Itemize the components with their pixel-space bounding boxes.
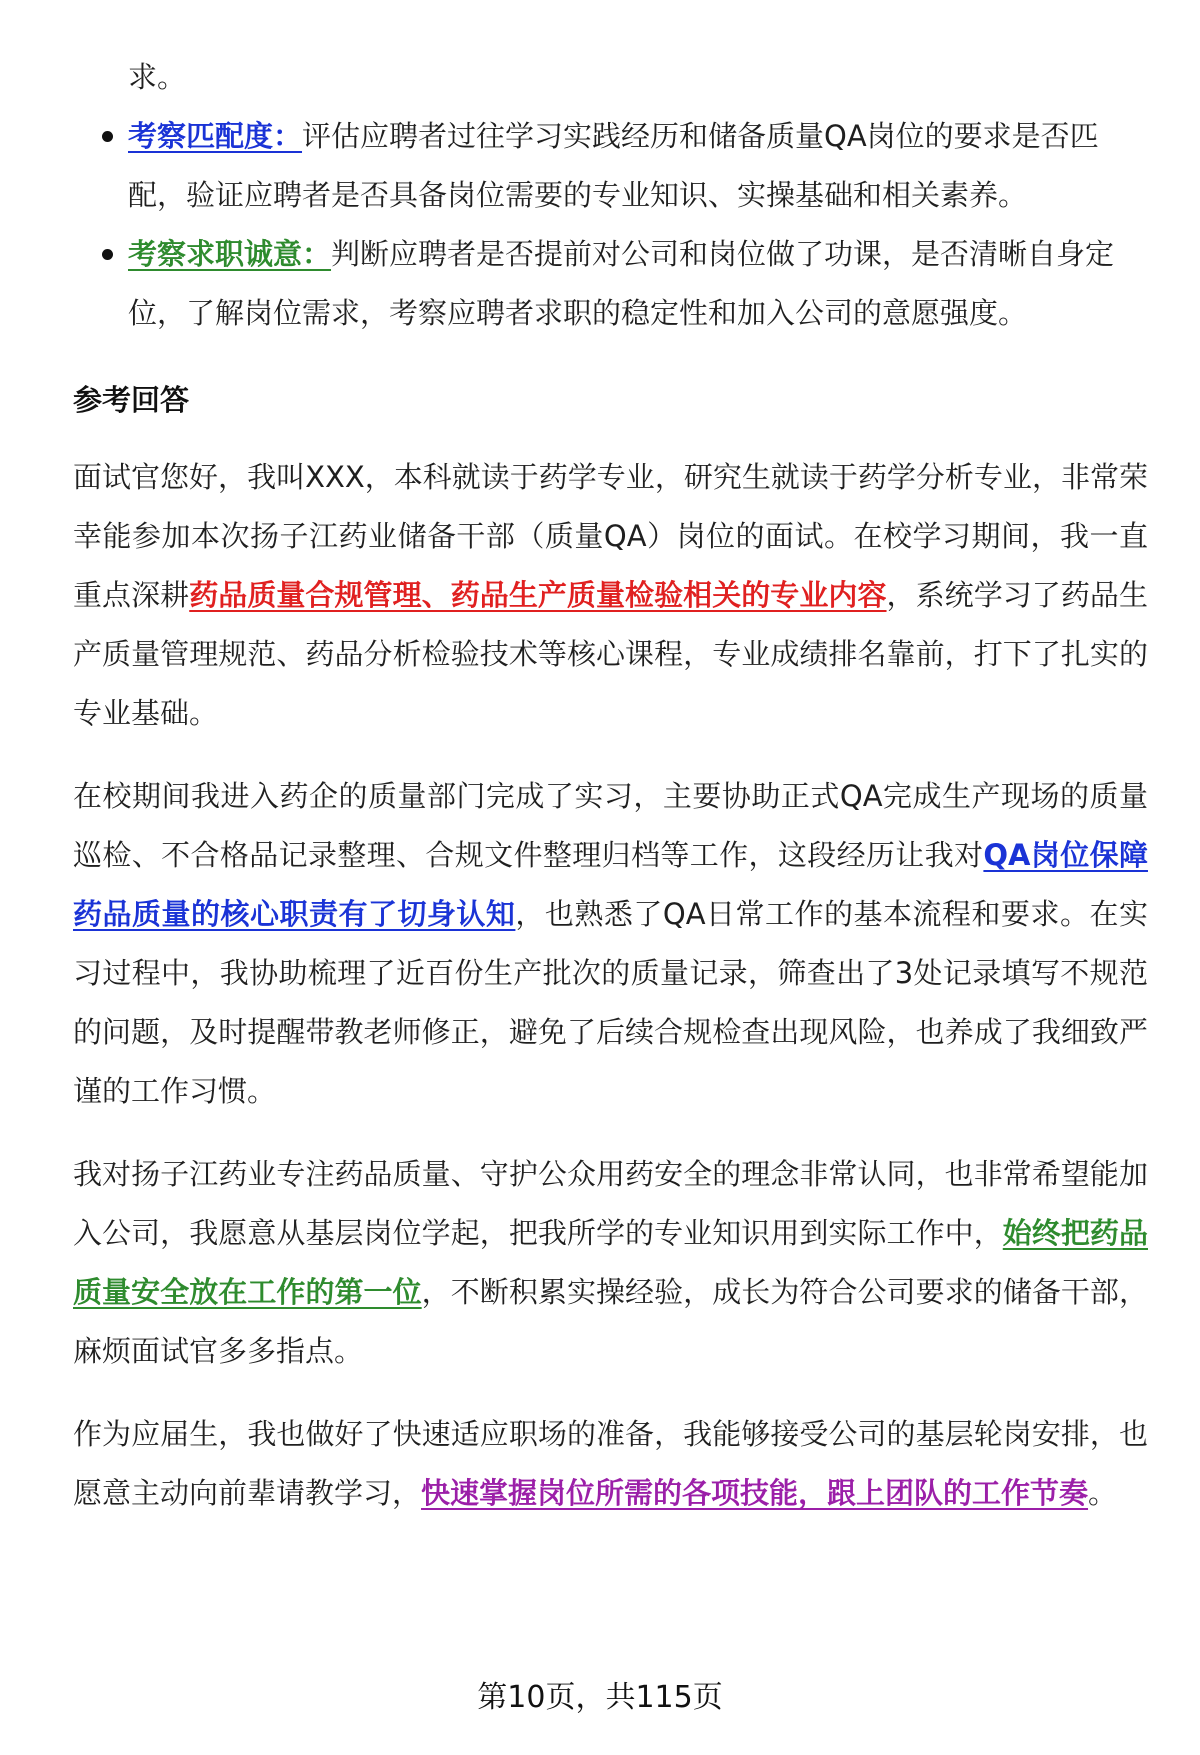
bullet-dot-icon	[102, 131, 113, 142]
paragraph-text: 。	[1088, 1476, 1118, 1510]
answer-paragraph	[73, 1145, 1148, 1381]
highlight-text: 药品质量合规管理、药品生产质量检验相关的专业内容	[189, 578, 887, 612]
highlight-text: 快速掌握岗位所需的各项技能，跟上团队的工作节奏	[421, 1476, 1089, 1510]
bullet-label: 考察求职诚意：	[128, 237, 332, 271]
highlight-text: 始终把药品质量安全放在工作的第一位	[73, 1216, 1148, 1309]
highlight-text: QA岗位保障药品质量的核心职责有了切身认知	[73, 838, 1148, 931]
bullet-continuation: 求。	[128, 60, 187, 94]
paragraph-text: 面试官您好，我叫XXX，本科就读于药学专业，研究生就读于药学分析专业，非常荣幸能参加本次扬子江药业储备干部（质量QA）岗位的面试。在校学习期间，我一直重点深耕	[73, 460, 1148, 612]
list-item	[73, 225, 1148, 343]
section-heading: 参考回答	[73, 383, 190, 417]
paragraph-text: 作为应届生，我也做好了快速适应职场的准备，我能够接受公司的基层轮岗安排，也愿意主动向前辈请教学习，	[73, 1417, 1148, 1510]
paragraph-text: ，系统学习了药品生产质量管理规范、药品分析检验技术等核心课程，专业成绩排名靠前，打下了扎实的专业基础。	[73, 578, 1148, 730]
bullet-label: 考察匹配度：	[128, 119, 303, 153]
answer-paragraph	[73, 1405, 1148, 1523]
paragraph-text: 我对扬子江药业专注药品质量、守护公众用药安全的理念非常认同，也非常希望能加入公司，我愿意从基层岗位学起，把我所学的专业知识用到实际工作中，	[73, 1157, 1148, 1250]
bullet-dot-icon	[102, 249, 113, 260]
criteria-list	[73, 107, 1148, 343]
document-content	[73, 48, 1148, 1547]
bullet-text: 评估应聘者过往学习实践经历和储备质量QA岗位的要求是否匹配，验证应聘者是否具备岗位需要的专业知识、实操基础和相关素养。	[128, 119, 1099, 212]
answer-paragraph	[73, 767, 1148, 1121]
list-item	[73, 107, 1148, 225]
paragraph-text: ，不断积累实操经验，成长为符合公司要求的储备干部，麻烦面试官多多指点。	[73, 1275, 1148, 1368]
paragraph-text: ，也熟悉了QA日常工作的基本流程和要求。在实习过程中，我协助梳理了近百份生产批次的质量记录，筛查出了3处记录填写不规范的问题，及时提醒带教老师修正，避免了后续合规检查出现风险，也养成了我细致严谨的工作习惯。	[73, 897, 1148, 1108]
answer-paragraph	[73, 448, 1148, 743]
bullet-text: 判断应聘者是否提前对公司和岗位做了功课，是否清晰自身定位，了解岗位需求，考察应聘者求职的稳定性和加入公司的意愿强度。	[128, 237, 1115, 330]
paragraph-text: 在校期间我进入药企的质量部门完成了实习，主要协助正式QA完成生产现场的质量巡检、不合格品记录整理、合规文件整理归档等工作，这段经历让我对	[73, 779, 1148, 872]
page-footer: 第10页，共115页	[477, 1680, 723, 1715]
